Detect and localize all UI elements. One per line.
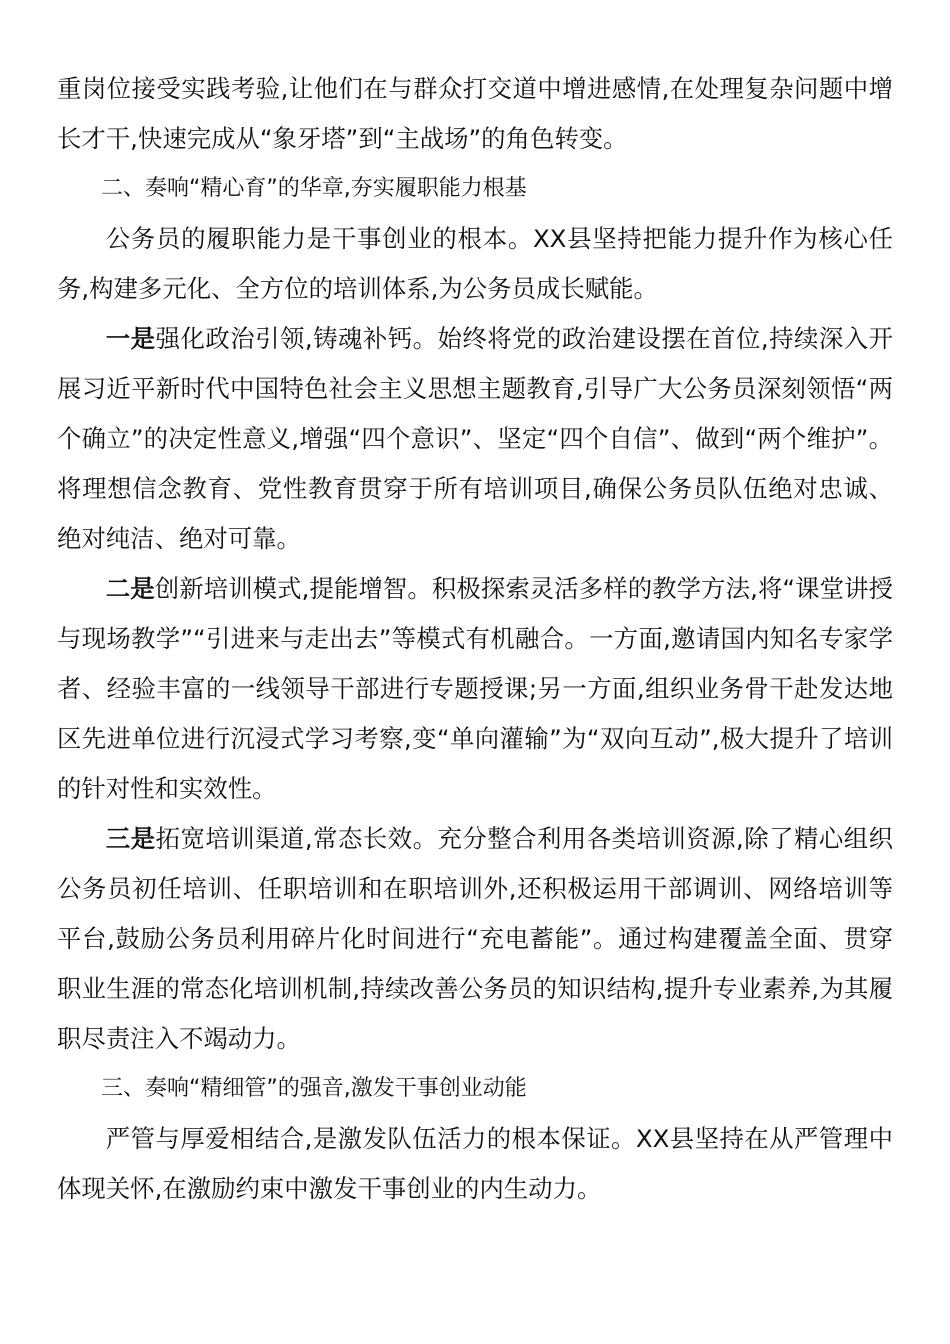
point-3-lead: 三是 bbox=[105, 824, 156, 853]
paragraph-continuation: 重岗位接受实践考验,让他们在与群众打交道中增进感情,在处理复杂问题中增长才干,快速完成从“象牙塔”到“主战场”的角色转变。 bbox=[57, 74, 893, 153]
paragraph-point-2 bbox=[57, 564, 893, 814]
point-1-text: 强化政治引领,铸魂补钙。始终将党的政治建设摆在首位,持续深入开展习近平新时代中国特色社会主义思想主题教育,引导广大公务员深刻领悟“两个确立”的决定性意义,增强“四个意识”、坚定“四个自信”、做到“两个维护”。将理想信念教育、党性教育贯穿于所有培训项目,确保公务员队伍绝对忠诚、绝对纯洁、绝对可靠。 bbox=[57, 324, 893, 553]
point-2-lead: 二是 bbox=[105, 574, 155, 603]
section-heading-2: 二、奏响“精心育”的华章,夯实履职能力根基 bbox=[101, 176, 527, 201]
paragraph-point-1 bbox=[57, 314, 893, 564]
point-1-lead: 一是 bbox=[105, 324, 156, 353]
point-3-text: 拓宽培训渠道,常态长效。充分整合利用各类培训资源,除了精心组织公务员初任培训、任职培训和在职培训外,还积极运用干部调训、网络培训等平台,鼓励公务员利用碎片化时间进行“充电蓄能”。通过构建覆盖全面、贯穿职业生涯的常态化培训机制,持续改善公务员的知识结构,提升专业素养,为其履职尽责注入不竭动力。 bbox=[57, 824, 893, 1053]
paragraph-intro-section-2: 公务员的履职能力是干事创业的根本。XX县坚持把能力提升作为核心任务,构建多元化、全方位的培训体系,为公务员成长赋能。 bbox=[57, 224, 893, 303]
paragraph-point-3 bbox=[57, 814, 893, 1064]
paragraph-intro-section-3: 严管与厚爱相结合,是激发队伍活力的根本保证。XX县坚持在从严管理中体现关怀,在激励约束中激发干事创业的内生动力。 bbox=[57, 1124, 893, 1203]
point-2-text: 创新培训模式,提能增智。积极探索灵活多样的教学方法,将“课堂讲授与现场教学”“引进来与走出去”等模式有机融合。一方面,邀请国内知名专家学者、经验丰富的一线领导干部进行专题授课;另一方面,组织业务骨干赴发达地区先进单位进行沉浸式学习考察,变“单向灌输”为“双向互动”,极大提升了培训的针对性和实效性。 bbox=[57, 574, 893, 803]
section-heading-3: 三、奏响“精细管”的强音,激发干事创业动能 bbox=[101, 1076, 527, 1101]
document-page bbox=[57, 64, 893, 1214]
